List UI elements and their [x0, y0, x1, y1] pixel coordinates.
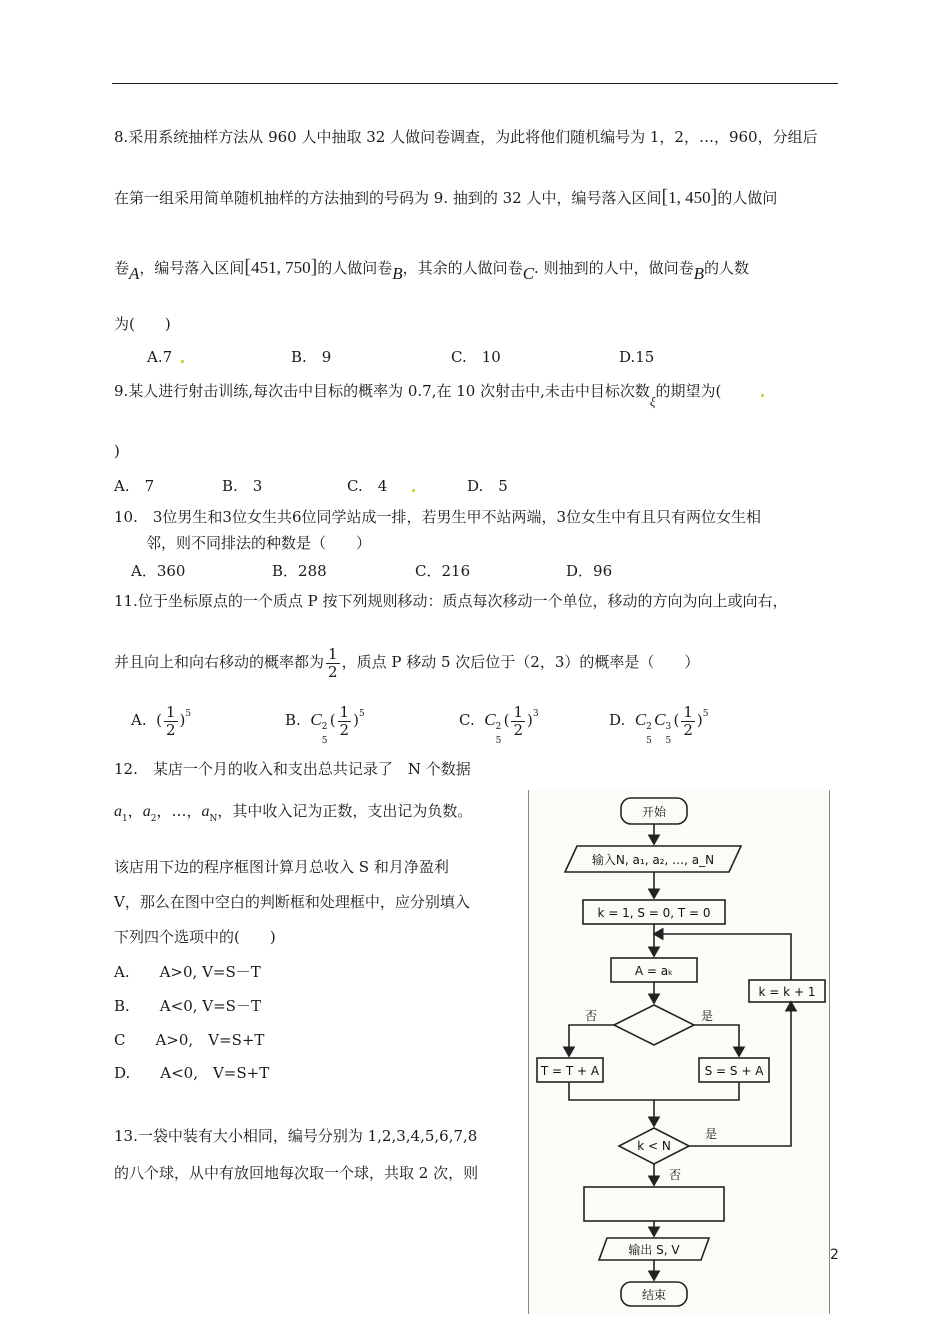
input-label: 输入N, a₁, a₂, …, a_N — [591, 853, 715, 867]
increment-label: k = k + 1 — [758, 985, 816, 999]
q8-line2: 在第一组采用简单随机抽样的方法抽到的号码为 9. 抽到的 32 人中，编号落入区间[1, 450]的人做问 — [114, 186, 778, 208]
q11-option-a: A. ( $\frac{1}{2}$ )$^5$ — [131, 702, 192, 739]
blank-process-box — [584, 1187, 724, 1221]
q12-option-b: B. A<0, V=S－T — [114, 997, 261, 1015]
q12-option-a: A. A>0, V=S－T — [114, 963, 261, 981]
init-label: k = 1, S = 0, T = 0 — [597, 906, 711, 920]
speck — [761, 394, 764, 397]
loop-condition-label: k < N — [637, 1139, 671, 1153]
q10-option-a: A．360 — [131, 562, 186, 580]
start-label: 开始 — [641, 805, 667, 819]
q11-option-b: B. C 2 5 ( $\frac{1}{2}$ )$^5$ — [285, 702, 365, 746]
q10-option-b: B．288 — [272, 562, 327, 580]
q8-line4: 为( ) — [114, 315, 171, 333]
header-rule — [112, 83, 838, 84]
q8-option-d: D.15 — [619, 348, 655, 366]
q12-line1: 12. 某店一个月的收入和支出总共记录了 N 个数据 — [114, 760, 471, 778]
speck — [181, 360, 184, 363]
q8-option-a: A.7 — [147, 348, 173, 366]
s-update-label: S = S + A — [704, 1064, 764, 1078]
q11-line2: 并且向上和向右移动的概率都为 $\frac{1}{2}$ ，质点 P 移动 5 次后位于（2，3）的概率是（ ） — [114, 644, 700, 681]
q10-option-d: D．96 — [566, 562, 613, 580]
program-flowchart — [528, 790, 830, 1314]
q12-line4: V，那么在图中空白的判断框和处理框中，应分别填入 — [114, 893, 470, 911]
yes-label-1: 是 — [700, 1009, 714, 1023]
q9-option-a: A. 7 — [114, 477, 155, 495]
q11-option-c: C. C 2 5 ( $\frac{1}{2}$ )$^3$ — [459, 702, 539, 746]
q10-option-c: C．216 — [415, 562, 471, 580]
q12-option-c: C A>0, V=S+T — [114, 1031, 265, 1049]
q9-option-c: C. 4 — [347, 477, 388, 495]
fraction-half: $\frac{1}{2}$ — [328, 644, 338, 681]
q12-line5: 下列四个选项中的( ) — [114, 928, 276, 946]
output-label: 输出 S, V — [628, 1243, 680, 1257]
q9-option-d: D. 5 — [467, 477, 508, 495]
q11-line1: 11.位于坐标原点的一个质点 P 按下列规则移动：质点每次移动一个单位，移动的方向为向上或向右， — [114, 592, 788, 610]
q12-line2: $a_1$，$a_2$，…，$a_N$，其中收入记为正数，支出记为负数。 — [114, 802, 473, 824]
assign-label: A = aₖ — [634, 964, 674, 978]
q8-option-c: C. 10 — [451, 348, 501, 366]
t-update-label: T = T + A — [540, 1064, 600, 1078]
q13-line2: 的八个球，从中有放回地每次取一个球，共取 2 次，则 — [114, 1164, 479, 1182]
no-label-2: 否 — [669, 1168, 682, 1182]
q12-line3: 该店用下边的程序框图计算月总收入 S 和月净盈利 — [114, 858, 449, 876]
q9-line2: ) — [114, 442, 120, 460]
q10-line2: 邻，则不同排法的种数是（ ） — [146, 534, 372, 552]
q11-option-d: D. C 2 5 C 3 5 ( $\frac{1}{2}$ )$^5$ — [609, 702, 709, 746]
q8-option-b: B. 9 — [291, 348, 332, 366]
q8-line1: 8.采用系统抽样方法从 960 人中抽取 32 人做问卷调查，为此将他们随机编号为 1，2，…，960，分组后 — [114, 128, 818, 146]
yes-label-2: 是 — [704, 1127, 718, 1141]
q10-line1: 10. 3位男生和3位女生共6位同学站成一排，若男生甲不站两端，3位女生中有且只有两位女生相 — [114, 508, 762, 526]
no-label-1: 否 — [584, 1009, 598, 1023]
q8-line3: 卷A，编号落入区间[451, 750]的人做问卷B，其余的人做问卷C. 则抽到的人中，做问卷B的人数 — [114, 256, 749, 283]
q9-option-b: B. 3 — [222, 477, 263, 495]
q13-line1: 13.一袋中装有大小相同，编号分别为 1,2,3,4,5,6,7,8 — [114, 1127, 478, 1145]
speck — [412, 489, 415, 492]
page-number: 2 — [830, 1247, 839, 1263]
end-label: 结束 — [641, 1288, 667, 1302]
q12-option-d: D. A<0, V=S+T — [114, 1064, 270, 1082]
blank-decision-diamond — [614, 1005, 694, 1045]
q9-line1: 9.某人进行射击训练,每次击中目标的概率为 0.7,在 10 次射击中,未击中目标次数ξ的期望为( — [114, 382, 722, 409]
